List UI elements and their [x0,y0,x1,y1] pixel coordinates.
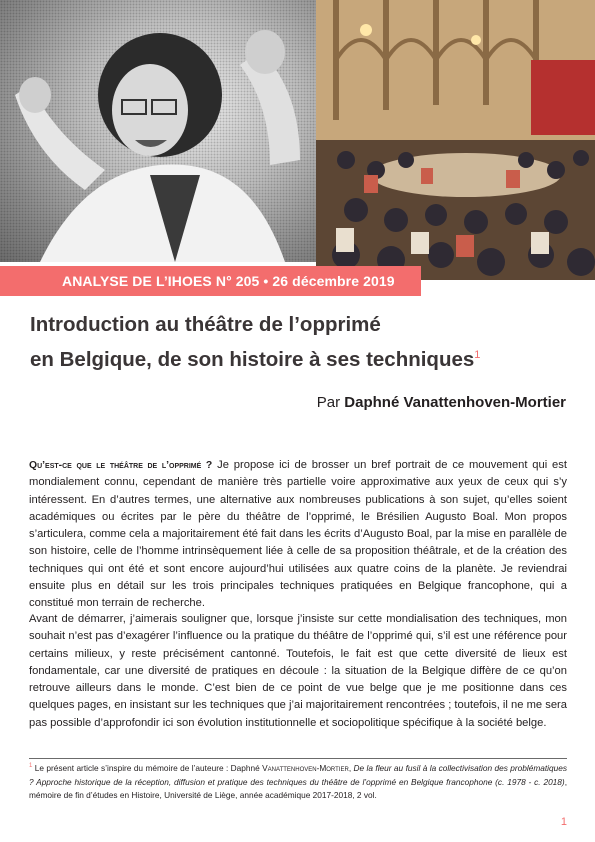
portrait-photo [0,0,345,262]
title-footnote-marker[interactable]: 1 [474,349,481,361]
footnote-sep: , [348,762,354,773]
footnote-1 [29,760,567,803]
paragraph-1 [29,457,567,613]
workshop-photo-graphic [316,0,595,280]
paragraph-1-lead: Qu’est-ce que le théâtre de l’opprimé ? [29,460,213,471]
paragraph-1-body: Je propose ici de brosser un bref portrait de ce mouvement qui est mondialement connu, cependant de manière très partielle voire approximative aux yeux de ceux qui s’y intéressent. En d’autres termes, une alternative aux nombreuses publications à son sujet, qu’elles soient académiques ou écrites par le père du théâtre de l’opprimé, le Brésilien Augusto Boal. Mon propos s’articulera, comme cela a majoritairement été fait dans les écrits d’Augusto Boal, par la mise en parallèle de son histoire, celle de l’homme intrinsèquement liée à celle de sa proposition théâtrale, et de la création des techniques qui ont été et sont encore aujourd’hui utilisées aux quatre coins de la planète. Je reviendrai ensuite plus en détail sur les trois principales techniques pratiquées en Belgique francophone, qui a constitué mon terrain de recherche. [29,459,567,610]
author-line [317,394,566,411]
footnote-text-pre: Le présent article s’inspire du mémoire de l’auteure : Daphné [32,762,263,773]
issue-banner-text: ANALYSE DE L’IHOES N° 205 • 26 décembre 2019 [62,273,395,289]
footnote-thesis-title: De la fleur au fusil à la collectivisation des problématiques ? Approche historique de la réception, diffusion et pratique des techniques du théâtre de l’opprimé en Belgique francophone (c. 1978 - c. 2018) [29,762,567,787]
page-number: 1 [560,816,567,828]
footnote-divider [29,758,567,759]
author-prefix: Par [316,394,341,411]
article-title [30,309,570,375]
paragraph-2: Avant de démarrer, j’aimerais souligner que, lorsque j’insiste sur cette mondialisation des techniques, mon souhait n’est pas d’exagérer l’influence ou la pratique du théâtre de l’opprimé qui, s’il est une référence pour certains milieux, y reste précisément cantonné. Toutefois, le fait est que cette diversité de lieux est fondamentale, car une diversité de pratiques en découle : la situation de la Belgique diffère de ce qu’on retrouve ailleurs dans le monde. C’est bien de ce point de vue belge que je me positionne dans ces quelques pages, en insistant sur les techniques que j’ai majoritairement rencontrées ; toutefois, il ne me sera pas possible d’approfondir ici son évolution institutionnelle et sociopolitique spécifique à la société belge. [29,613,567,729]
workshop-photo [316,0,595,280]
portrait-photo-graphic [0,0,345,262]
title-line-1: Introduction au théâtre de l’opprimé [30,313,381,336]
author-name: Daphné Vanattenhoven-Mortier [344,394,566,411]
title-line-2: en Belgique, de son histoire à ses techniques [30,347,475,371]
footnote-number: 1 [29,763,33,769]
footnote-text-post: , mémoire de fin d’études en Histoire, Université de Liège, année académique 2017-2018, 2 vol. [29,776,567,801]
footnote-author: Vanattenhoven-Mortier [262,762,349,773]
